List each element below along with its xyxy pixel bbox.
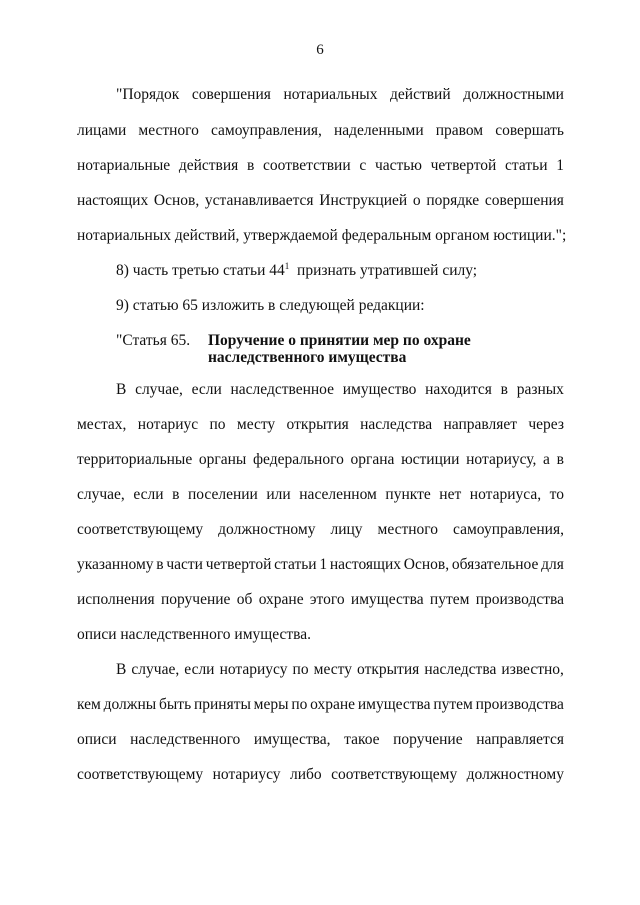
word: наследственное: [230, 381, 335, 398]
word: направляет: [443, 416, 518, 433]
word: приняты: [193, 696, 251, 713]
item8-text: 8) часть третью статьи 44: [116, 262, 285, 279]
word: нотариусу,: [466, 451, 537, 468]
word: то: [549, 486, 564, 503]
word: имущества: [357, 696, 431, 713]
word: поручение: [160, 591, 231, 608]
list-item-9: 9) статью 65 изложить в следующей редакции:: [116, 297, 425, 314]
word: обязательное: [451, 556, 539, 573]
word: нотариальные: [77, 157, 171, 174]
word: либо: [289, 766, 322, 783]
word: имущество: [342, 381, 417, 398]
word: известно,: [501, 661, 564, 678]
word: нотариуса,: [469, 486, 542, 503]
paragraph-line: [77, 696, 564, 714]
paragraph-line: описи наследственного имущества.: [77, 626, 312, 643]
word: территориальные: [77, 451, 193, 468]
word: находится: [425, 381, 492, 398]
paragraph-line: [77, 122, 564, 140]
word: имущества: [350, 591, 424, 608]
word: совершать: [495, 122, 564, 139]
word: нотариусу: [219, 661, 288, 678]
word: о: [412, 192, 421, 209]
paragraph-line: нотариальных действий, утверждаемой федеральным органом юстиции.";: [77, 227, 567, 244]
word: наследства: [360, 416, 433, 433]
article-title-line1: Поручение о принятии мер по охране: [208, 332, 471, 349]
word: этого: [309, 591, 345, 608]
word: случае,: [135, 381, 183, 398]
word: случае,: [131, 661, 180, 678]
word: самоуправления,: [453, 521, 564, 538]
word: соответствующему: [77, 766, 204, 783]
paragraph-line: [77, 451, 564, 469]
paragraph-line: [77, 521, 564, 539]
word: соответствии: [263, 157, 351, 174]
word: кем: [77, 696, 101, 713]
word: открытия: [357, 661, 420, 678]
word: статьи: [274, 556, 317, 573]
word: нотариальных: [283, 86, 378, 103]
word: если: [191, 381, 222, 398]
word: об: [236, 591, 253, 608]
word: "Порядок: [116, 86, 180, 103]
word: с: [359, 157, 367, 174]
word: лицами: [77, 122, 127, 139]
word: быть: [159, 696, 192, 713]
word: имущества,: [253, 731, 331, 748]
word: соответствующему: [331, 766, 458, 783]
paragraph-line: [77, 766, 564, 784]
page-number: 6: [316, 42, 324, 58]
item8-superscript: 1: [284, 260, 290, 271]
paragraph-line: [116, 86, 564, 104]
word: случае,: [77, 486, 125, 503]
word: местного: [377, 521, 439, 538]
word: поручение: [393, 731, 463, 748]
word: в: [247, 157, 255, 174]
word: по: [291, 696, 308, 713]
paragraph-line: [116, 381, 564, 399]
word: нет: [439, 486, 462, 503]
word: месту: [236, 416, 276, 433]
paragraph-line: [77, 486, 564, 504]
word: а: [543, 451, 550, 468]
word: наделенными: [333, 122, 424, 139]
word: должностному: [218, 521, 316, 538]
word: части: [166, 556, 203, 573]
word: порядке: [426, 192, 480, 209]
word: через: [528, 416, 564, 433]
word: наследства: [424, 661, 497, 678]
paragraph-line: [77, 731, 564, 749]
paragraph-line: [77, 591, 564, 609]
word: такое: [344, 731, 380, 748]
word: путем: [433, 696, 473, 713]
word: должны: [103, 696, 157, 713]
word: настоящих: [329, 556, 402, 573]
word: органы: [198, 451, 247, 468]
word: соответствующему: [77, 521, 204, 538]
word: населенном: [299, 486, 377, 503]
word: направляется: [476, 731, 564, 748]
word: В: [116, 381, 127, 398]
word: самоуправления,: [210, 122, 322, 139]
word: должностному: [466, 766, 564, 783]
word: 1: [319, 556, 328, 573]
word: местах,: [77, 416, 127, 433]
word: меры: [253, 696, 289, 713]
word: открытия: [286, 416, 349, 433]
word: разных: [516, 381, 564, 398]
word: поселении: [187, 486, 258, 503]
word: в: [556, 451, 564, 468]
item8-text-after: признать утратившей силу;: [289, 262, 478, 279]
word: Основ,: [153, 192, 200, 209]
word: В: [116, 661, 127, 678]
word: наследственного: [130, 731, 241, 748]
word: для: [541, 556, 564, 573]
word: если: [133, 486, 164, 503]
word: производства: [475, 591, 564, 608]
word: 1: [556, 157, 564, 174]
word: путем: [429, 591, 470, 608]
word: статьи: [505, 157, 548, 174]
word: Инструкцией: [319, 192, 408, 209]
word: юстиции: [401, 451, 460, 468]
paragraph-line: [77, 556, 564, 574]
word: в: [500, 381, 508, 398]
word: месту: [313, 661, 352, 678]
word: четвертой: [430, 157, 497, 174]
word: охране: [258, 591, 304, 608]
word: производства: [475, 696, 564, 713]
word: правом: [435, 122, 484, 139]
word: если: [184, 661, 215, 678]
word: действия: [178, 157, 239, 174]
word: охране: [310, 696, 356, 713]
word: исполнения: [77, 591, 155, 608]
paragraph-line: [116, 661, 564, 679]
article-title-line2: наследственного имущества: [208, 349, 407, 366]
word: местного: [138, 122, 199, 139]
word: четвертой: [205, 556, 272, 573]
word: федерального: [253, 451, 344, 468]
word: в: [172, 486, 180, 503]
word: или: [266, 486, 291, 503]
word: совершения: [191, 86, 271, 103]
paragraph-line: [77, 157, 564, 175]
word: указанному: [77, 556, 154, 573]
word: устанавливается: [204, 192, 314, 209]
word: лицу: [330, 521, 363, 538]
article-label: "Статья 65.: [116, 332, 191, 349]
word: органа: [350, 451, 395, 468]
word: должностными: [463, 86, 564, 103]
list-item-8: [116, 262, 477, 280]
word: Основ,: [403, 556, 450, 573]
word: нотариус: [137, 416, 199, 433]
word: действий: [390, 86, 451, 103]
word: нотариусу: [212, 766, 281, 783]
word: настоящих: [77, 192, 149, 209]
word: по: [292, 661, 309, 678]
word: по: [209, 416, 226, 433]
word: совершения: [484, 192, 564, 209]
word: в: [156, 556, 164, 573]
paragraph-line: [77, 192, 564, 210]
word: описи: [77, 731, 117, 748]
word: пункте: [385, 486, 431, 503]
paragraph-line: [77, 416, 564, 434]
word: частью: [374, 157, 422, 174]
